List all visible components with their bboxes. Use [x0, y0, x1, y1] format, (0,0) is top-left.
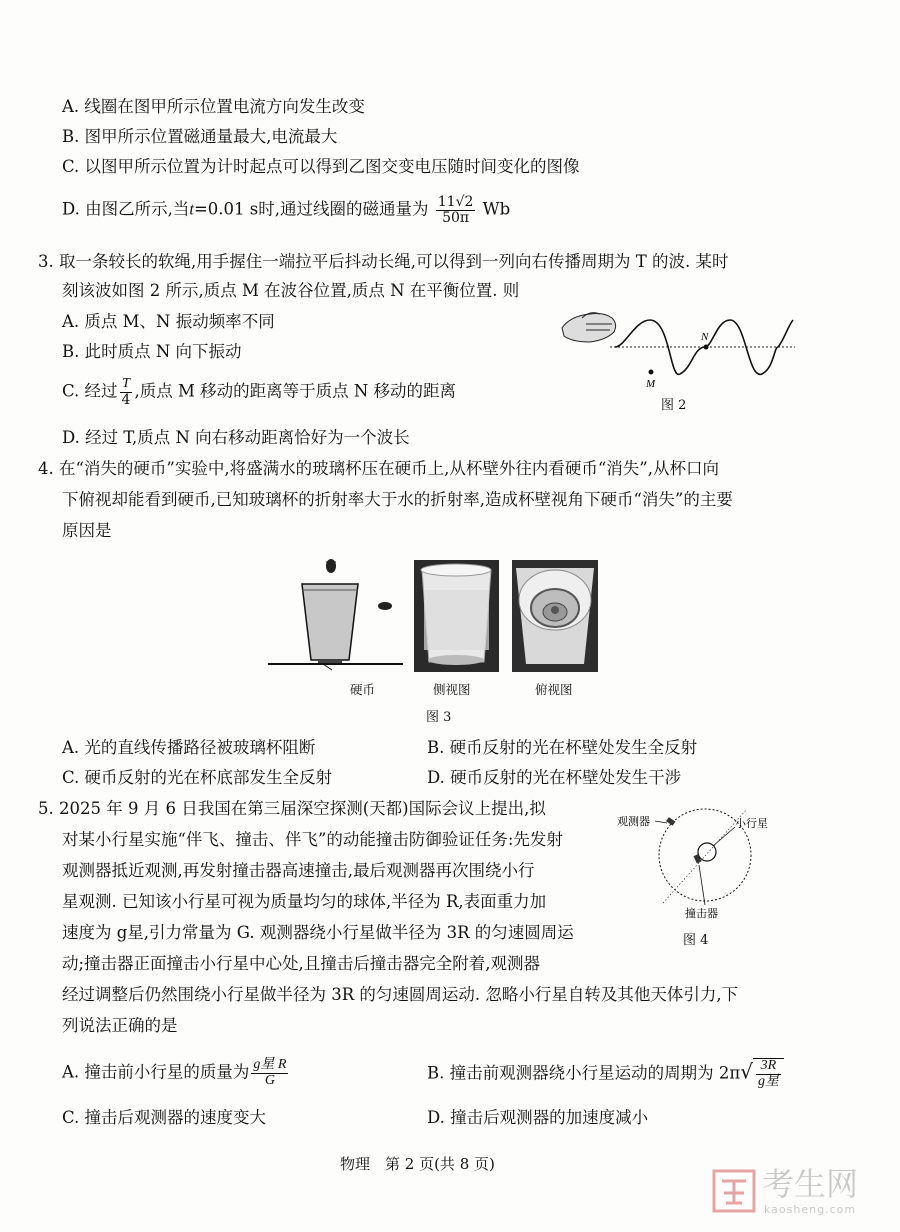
figure-2-caption: 图 2	[661, 398, 687, 413]
q4-stem-line2: 下俯视却能看到硬币,已知玻璃杯的折射率大于水的折射率,造成杯壁视角下硬币“消失”的主要	[62, 490, 733, 509]
q2-d-pre: D. 由图乙所示,当	[62, 199, 190, 219]
point-m-label: M	[646, 378, 656, 390]
flux-numerator: 11√2	[437, 194, 474, 210]
q3-option-d: D. 经过 T,质点 N 向右移动距离恰好为一个波长	[62, 428, 410, 447]
period-numerator: 3R	[756, 1059, 781, 1075]
q4-option-d: D. 硬币反射的光在杯壁处发生干涉	[427, 768, 682, 787]
eye-icon-top	[326, 559, 336, 573]
observer-icon	[666, 817, 675, 826]
period-radical	[753, 1058, 784, 1089]
q5-stem-line8: 列说法正确的是	[62, 1016, 178, 1035]
quarter-period-den: 4	[121, 391, 131, 408]
q2-option-c: C. 以图甲所示位置为计时起点可以得到乙图交变电压随时间变化的图像	[62, 157, 580, 176]
top-view-photo	[512, 560, 598, 672]
q2-option-b: B. 图甲所示位置磁通量最大,电流最大	[62, 127, 338, 146]
mass-fraction	[251, 1058, 288, 1088]
q5-stem-line4: 星观测. 已知该小行星可视为质量均匀的球体,半径为 R,表面重力加	[62, 892, 547, 911]
q4-option-a: A. 光的直线传播路径被玻璃杯阻断	[62, 738, 316, 757]
mass-numerator: g星 R	[253, 1057, 287, 1072]
q3-stem-line2: 刻该波如图 2 所示,质点 M 在波谷位置,质点 N 在平衡位置. 则	[62, 281, 520, 300]
flux-unit: Wb	[482, 199, 511, 219]
q5-option-b	[427, 1058, 784, 1089]
q5-option-d: D. 撞击后观测器的加速度减小	[427, 1108, 649, 1127]
watermark	[712, 1165, 892, 1221]
eye-icon-side	[378, 602, 392, 610]
q5-option-a	[62, 1058, 290, 1088]
q3-option-a: A. 质点 M、N 振动频率不同	[62, 312, 275, 331]
watermark-text: 考生网	[762, 1165, 859, 1203]
q4-option-b: B. 硬币反射的光在杯壁处发生全反射	[427, 738, 698, 757]
side-view-label: 侧视图	[433, 682, 471, 697]
impactor-label: 撞击器	[685, 907, 718, 920]
q4-stem-line3: 原因是	[62, 521, 112, 540]
q3-c-pre: C. 经过	[62, 381, 118, 401]
figure-3-caption: 图 3	[426, 710, 452, 725]
figure-3-schematic	[268, 552, 403, 672]
quarter-period-fraction	[120, 377, 133, 407]
coin-label: 硬币	[350, 682, 376, 697]
q3-option-b: B. 此时质点 N 向下振动	[62, 342, 242, 361]
q5-stem-line3: 观测器抵近观测,再发射撞击器高速撞击,最后观测器再次围绕小行	[62, 861, 535, 880]
q5-option-c: C. 撞击后观测器的速度变大	[62, 1108, 267, 1127]
page-footer: 物理 第 2 页(共 8 页)	[340, 1155, 495, 1173]
point-n-label: N	[701, 331, 709, 343]
q4-option-c: C. 硬币反射的光在杯底部发生全反射	[62, 768, 333, 787]
point-n-dot	[704, 345, 709, 350]
top-view-label: 俯视图	[535, 682, 573, 697]
q4-stem-line1: 4. 在“消失的硬币”实验中,将盛满水的玻璃杯压在硬币上,从杯壁外往内看硬币“消失”,从杯口向	[38, 459, 719, 478]
observer-label: 观测器	[617, 815, 650, 828]
q5-stem-line6: 动;撞击器正面撞击小行星中心处,且撞击后撞击器完全附着,观测器	[62, 954, 541, 973]
mass-denominator: G	[264, 1072, 275, 1088]
side-view-photo	[414, 560, 499, 672]
watermark-url: kaosheng.com	[764, 1203, 857, 1216]
sqrt-sign: √	[740, 1059, 753, 1084]
q5-stem-line5: 速度为 g星,引力常量为 G. 观测器绕小行星做半径为 3R 的匀速圆周运	[62, 923, 574, 942]
flux-denominator: 50π	[442, 209, 470, 226]
q5-a-pre: A. 撞击前小行星的质量为	[62, 1062, 250, 1082]
q2-d-mid: =0.01 s时,通过线圈的磁通量为	[193, 199, 429, 219]
figure-4-orbit	[615, 805, 785, 925]
period-denominator: g星	[757, 1073, 779, 1089]
period-fraction	[756, 1059, 781, 1089]
figure-4-caption: 图 4	[683, 933, 709, 948]
cup-outline	[302, 584, 358, 660]
q5-stem-line1: 5. 2025 年 9 月 6 日我国在第三届深空探测(天都)国际会议上提出,拟	[38, 799, 546, 818]
figure-2-wave	[560, 300, 800, 390]
point-m-dot	[649, 370, 654, 375]
watermark-logo-icon	[712, 1169, 756, 1213]
q2-option-a: A. 线圈在图甲所示位置电流方向发生改变	[62, 97, 365, 116]
q2-option-d	[62, 195, 510, 225]
q3-c-post: ,质点 M 移动的距离等于质点 N 移动的距离	[134, 381, 457, 401]
q2-d-var: t	[189, 199, 194, 219]
quarter-period-num: T	[120, 377, 133, 393]
q3-option-c	[62, 377, 456, 407]
asteroid-label: 小行星	[735, 817, 768, 830]
q5-stem-line2: 对某小行星实施“伴飞、撞击、伴飞”的动能撞击防御验证任务:先发射	[62, 830, 563, 849]
hand-illustration	[562, 313, 616, 342]
q5-stem-line7: 经过调整后仍然围绕小行星做半径为 3R 的匀速圆周运动. 忽略小行星自转及其他天体引力,下	[62, 985, 739, 1004]
q5-b-pre: B. 撞击前观测器绕小行星运动的周期为 2π	[427, 1063, 741, 1083]
flux-fraction	[436, 195, 476, 225]
q3-stem-line1: 3. 取一条较长的软绳,用手握住一端拉平后抖动长绳,可以得到一列向右传播周期为 T 的波. 某时	[38, 252, 729, 271]
